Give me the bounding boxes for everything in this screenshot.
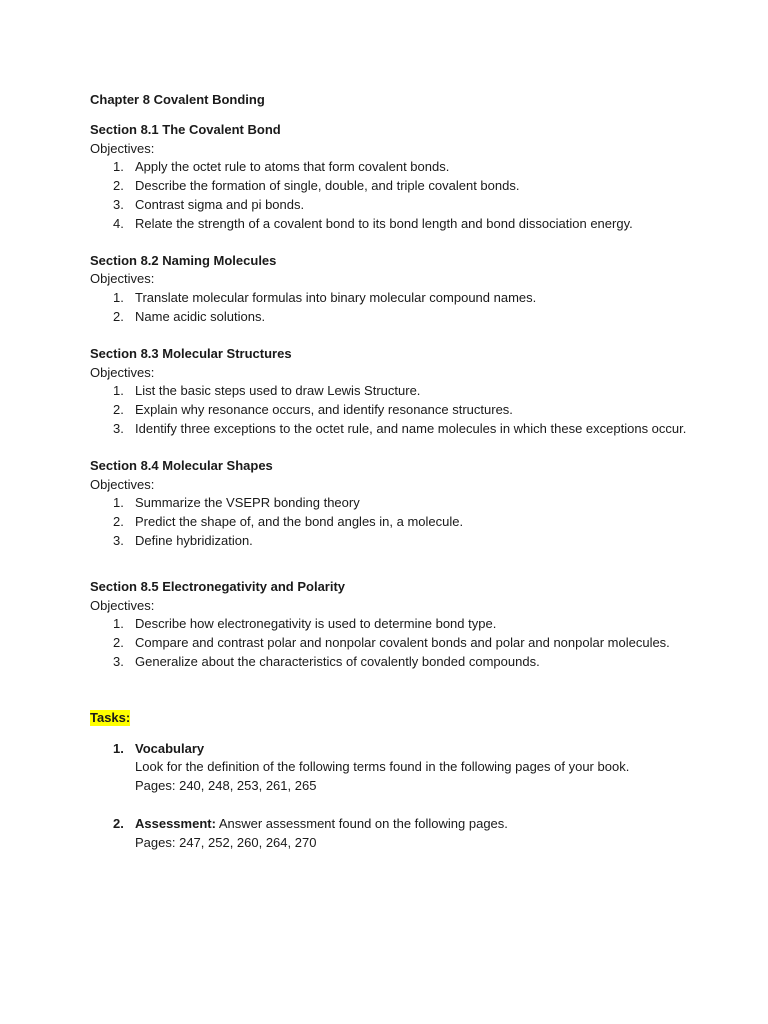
objective-text: Describe how electronegativity is used to determine bond type. [135, 616, 497, 632]
objective-number: 1. [113, 290, 124, 306]
objective-text: Name acidic solutions. [135, 308, 266, 324]
objective-text: List the basic steps used to draw Lewis Structure. [135, 383, 421, 399]
tasks-list [90, 740, 690, 853]
objective-number: 1. [113, 495, 124, 511]
objective-number: 1. [113, 383, 124, 399]
objective-number: 2. [113, 514, 124, 530]
section-8-3 [90, 345, 690, 439]
objectives-label: Objectives: [90, 140, 155, 156]
objectives-list [90, 158, 690, 233]
objectives-label: Objectives: [90, 364, 155, 380]
objective-text: Relate the strength of a covalent bond to its bond length and bond dissociation energy. [135, 215, 633, 231]
objective-text: Apply the octet rule to atoms that form covalent bonds. [135, 159, 450, 175]
objective-item [90, 615, 690, 634]
objective-item [90, 196, 690, 215]
objective-number: 3. [113, 532, 124, 548]
objective-item [90, 513, 690, 532]
objectives-list [90, 382, 690, 438]
section-title: Section 8.4 Molecular Shapes [90, 457, 273, 473]
objective-number: 2. [113, 178, 124, 194]
section-title: Section 8.2 Naming Molecules [90, 252, 277, 268]
objective-item [90, 289, 690, 308]
task-item-assessment [90, 815, 690, 853]
objective-text: Explain why resonance occurs, and identify resonance structures. [135, 402, 513, 418]
objective-number: 3. [113, 420, 124, 436]
task-description: Look for the definition of the following terms found in the following pages of your book. [135, 759, 630, 775]
objective-item [90, 308, 690, 327]
objective-item [90, 158, 690, 177]
objective-item [90, 653, 690, 672]
objective-number: 3. [113, 196, 124, 212]
document-page [90, 91, 690, 872]
objective-item [90, 177, 690, 196]
objective-text: Define hybridization. [135, 532, 253, 548]
section-8-5 [90, 578, 690, 672]
task-number: 2. [113, 815, 124, 831]
objectives-list [90, 494, 690, 550]
objective-item [90, 382, 690, 401]
task-pages: Pages: 247, 252, 260, 264, 270 [135, 834, 317, 850]
tasks-heading-highlighted: Tasks: [90, 709, 131, 725]
objectives-label: Objectives: [90, 597, 155, 613]
tasks-section [90, 690, 690, 853]
task-title: Assessment: [135, 815, 216, 831]
objective-text: Identify three exceptions to the octet rule, and name molecules in which these exceptions occur. [135, 420, 687, 436]
objective-number: 1. [113, 159, 124, 175]
chapter-title: Chapter 8 Covalent Bonding [90, 92, 265, 107]
objective-text: Compare and contrast polar and nonpolar covalent bonds and polar and nonpolar molecules. [135, 635, 670, 651]
objective-number: 2. [113, 635, 124, 651]
section-8-1 [90, 121, 690, 234]
section-title: Section 8.3 Molecular Structures [90, 345, 292, 361]
task-inline-text: Answer assessment found on the following pages. [215, 815, 508, 831]
task-title: Vocabulary [135, 740, 205, 756]
objective-text: Generalize about the characteristics of covalently bonded compounds. [135, 653, 540, 669]
objective-item [90, 215, 690, 234]
task-number: 1. [113, 740, 124, 756]
objectives-list [90, 615, 690, 671]
objective-text: Translate molecular formulas into binary molecular compound names. [135, 290, 537, 306]
objective-text: Describe the formation of single, double, and triple covalent bonds. [135, 178, 520, 194]
objective-text: Predict the shape of, and the bond angles in, a molecule. [135, 514, 464, 530]
section-title: Section 8.1 The Covalent Bond [90, 121, 281, 137]
task-item-vocabulary [90, 740, 690, 796]
objective-item [90, 634, 690, 653]
objective-text: Contrast sigma and pi bonds. [135, 196, 305, 212]
objectives-label: Objectives: [90, 476, 155, 492]
objective-item [90, 532, 690, 551]
objective-number: 2. [113, 308, 124, 324]
objective-number: 4. [113, 215, 124, 231]
task-pages: Pages: 240, 248, 253, 261, 265 [135, 778, 317, 794]
objectives-list [90, 289, 690, 327]
section-title: Section 8.5 Electronegativity and Polarity [90, 578, 346, 594]
objective-number: 3. [113, 653, 124, 669]
objective-item [90, 401, 690, 420]
section-8-2 [90, 252, 690, 327]
objective-item [90, 420, 690, 439]
section-8-4 [90, 457, 690, 551]
objective-number: 1. [113, 616, 124, 632]
objectives-label: Objectives: [90, 271, 155, 287]
objective-item [90, 494, 690, 513]
objective-text: Summarize the VSEPR bonding theory [135, 495, 360, 511]
objective-number: 2. [113, 402, 124, 418]
